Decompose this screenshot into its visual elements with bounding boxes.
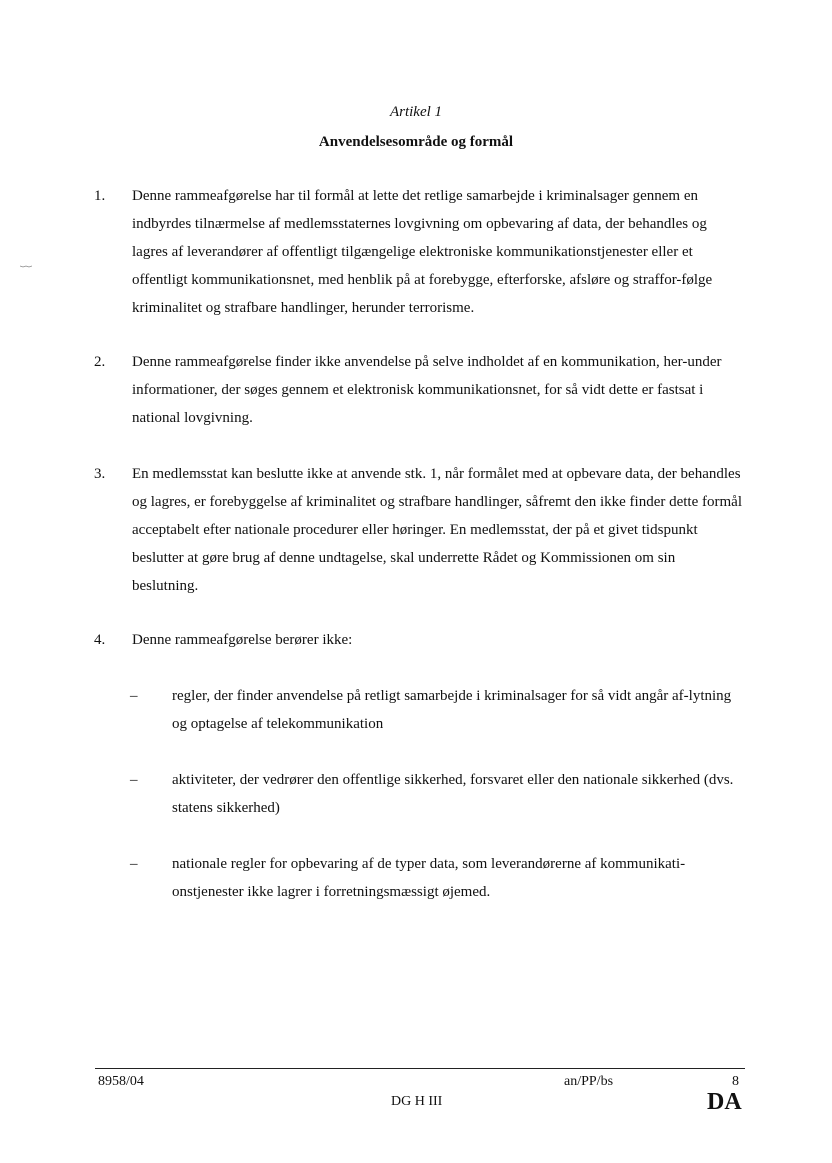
paragraph-number: 2.: [94, 354, 106, 370]
bullet-item-3: [130, 850, 745, 906]
paragraph-text: Denne rammeafgørelse berører ikke:: [132, 632, 353, 648]
bullet-item-1: [130, 682, 745, 738]
bullet-item-2: [130, 766, 745, 822]
footer-directorate: DG H III: [391, 1094, 443, 1109]
scan-speck: [20, 265, 32, 268]
paragraph-3: [94, 460, 744, 600]
paragraph-number: 3.: [94, 466, 106, 482]
footer-divider: [95, 1068, 745, 1069]
paragraph-number: 4.: [94, 632, 106, 648]
article-label: Artikel 1: [389, 104, 443, 120]
paragraph-text: En medlemsstat kan beslutte ikke at anvende stk. 1, når formålet med at opbevare data, der behandles og lagres, er forebyggelse af kriminalitet og strafbare handlinger, såfremt den ikke finder dette formål acceptabelt efter nationale procedurer eller høringer. En medlemsstat, der på et givet tidspunkt beslutter at gøre brug af denne undtagelse, skal underrette Rådet og Kommissionen om sin beslutning.: [132, 466, 742, 594]
footer-language-code: DA: [707, 1089, 742, 1115]
paragraph-text: Denne rammeafgørelse finder ikke anvendelse på selve indholdet af en kommunikation, her-under informationer, der søges gennem et elektronisk kommunikationsnet, for så vidt dette er fastsat i national lovgivning.: [132, 354, 722, 426]
bullet-text: nationale regler for opbevaring af de typer data, som leverandørerne af kommunikati-onstjenester ikke lagrer i forretningsmæssigt øjemed.: [172, 856, 686, 900]
bullet-dash: –: [130, 856, 138, 872]
article-title: Anvendelsesområde og formål: [318, 134, 514, 150]
paragraph-text: Denne rammeafgørelse har til formål at lette det retlige samarbejde i kriminalsager gennem en indbyrdes tilnærmelse af medlemsstaternes lovgivning om opbevaring af data, der behandles og lagres af leverandører af offentligt tilgængelige elektroniske kommunikationstjenester eller et offentligt kommunikationsnet, med henblik på at forebygge, efterforske, afsløre og straffor-følge kriminalitet og strafbare handlinger, herunder terrorisme.: [132, 188, 713, 316]
bullet-dash: –: [130, 688, 138, 704]
bullet-text: regler, der finder anvendelse på retligt samarbejde i kriminalsager for så vidt angår af-lytning og optagelse af telekommunikation: [172, 688, 732, 732]
footer-page-number: 8: [732, 1074, 739, 1089]
bullet-dash: –: [130, 772, 138, 788]
footer-doc-number: 8958/04: [98, 1074, 144, 1089]
footer-initials: an/PP/bs: [564, 1074, 614, 1089]
paragraph-number: 1.: [94, 188, 106, 204]
paragraph-2: [94, 348, 744, 432]
bullet-text: aktiviteter, der vedrører den offentlige sikkerhed, forsvaret eller den nationale sikkerhed (dvs. statens sikkerhed): [172, 772, 734, 816]
paragraph-1: [94, 182, 744, 322]
paragraph-4: [94, 626, 744, 654]
